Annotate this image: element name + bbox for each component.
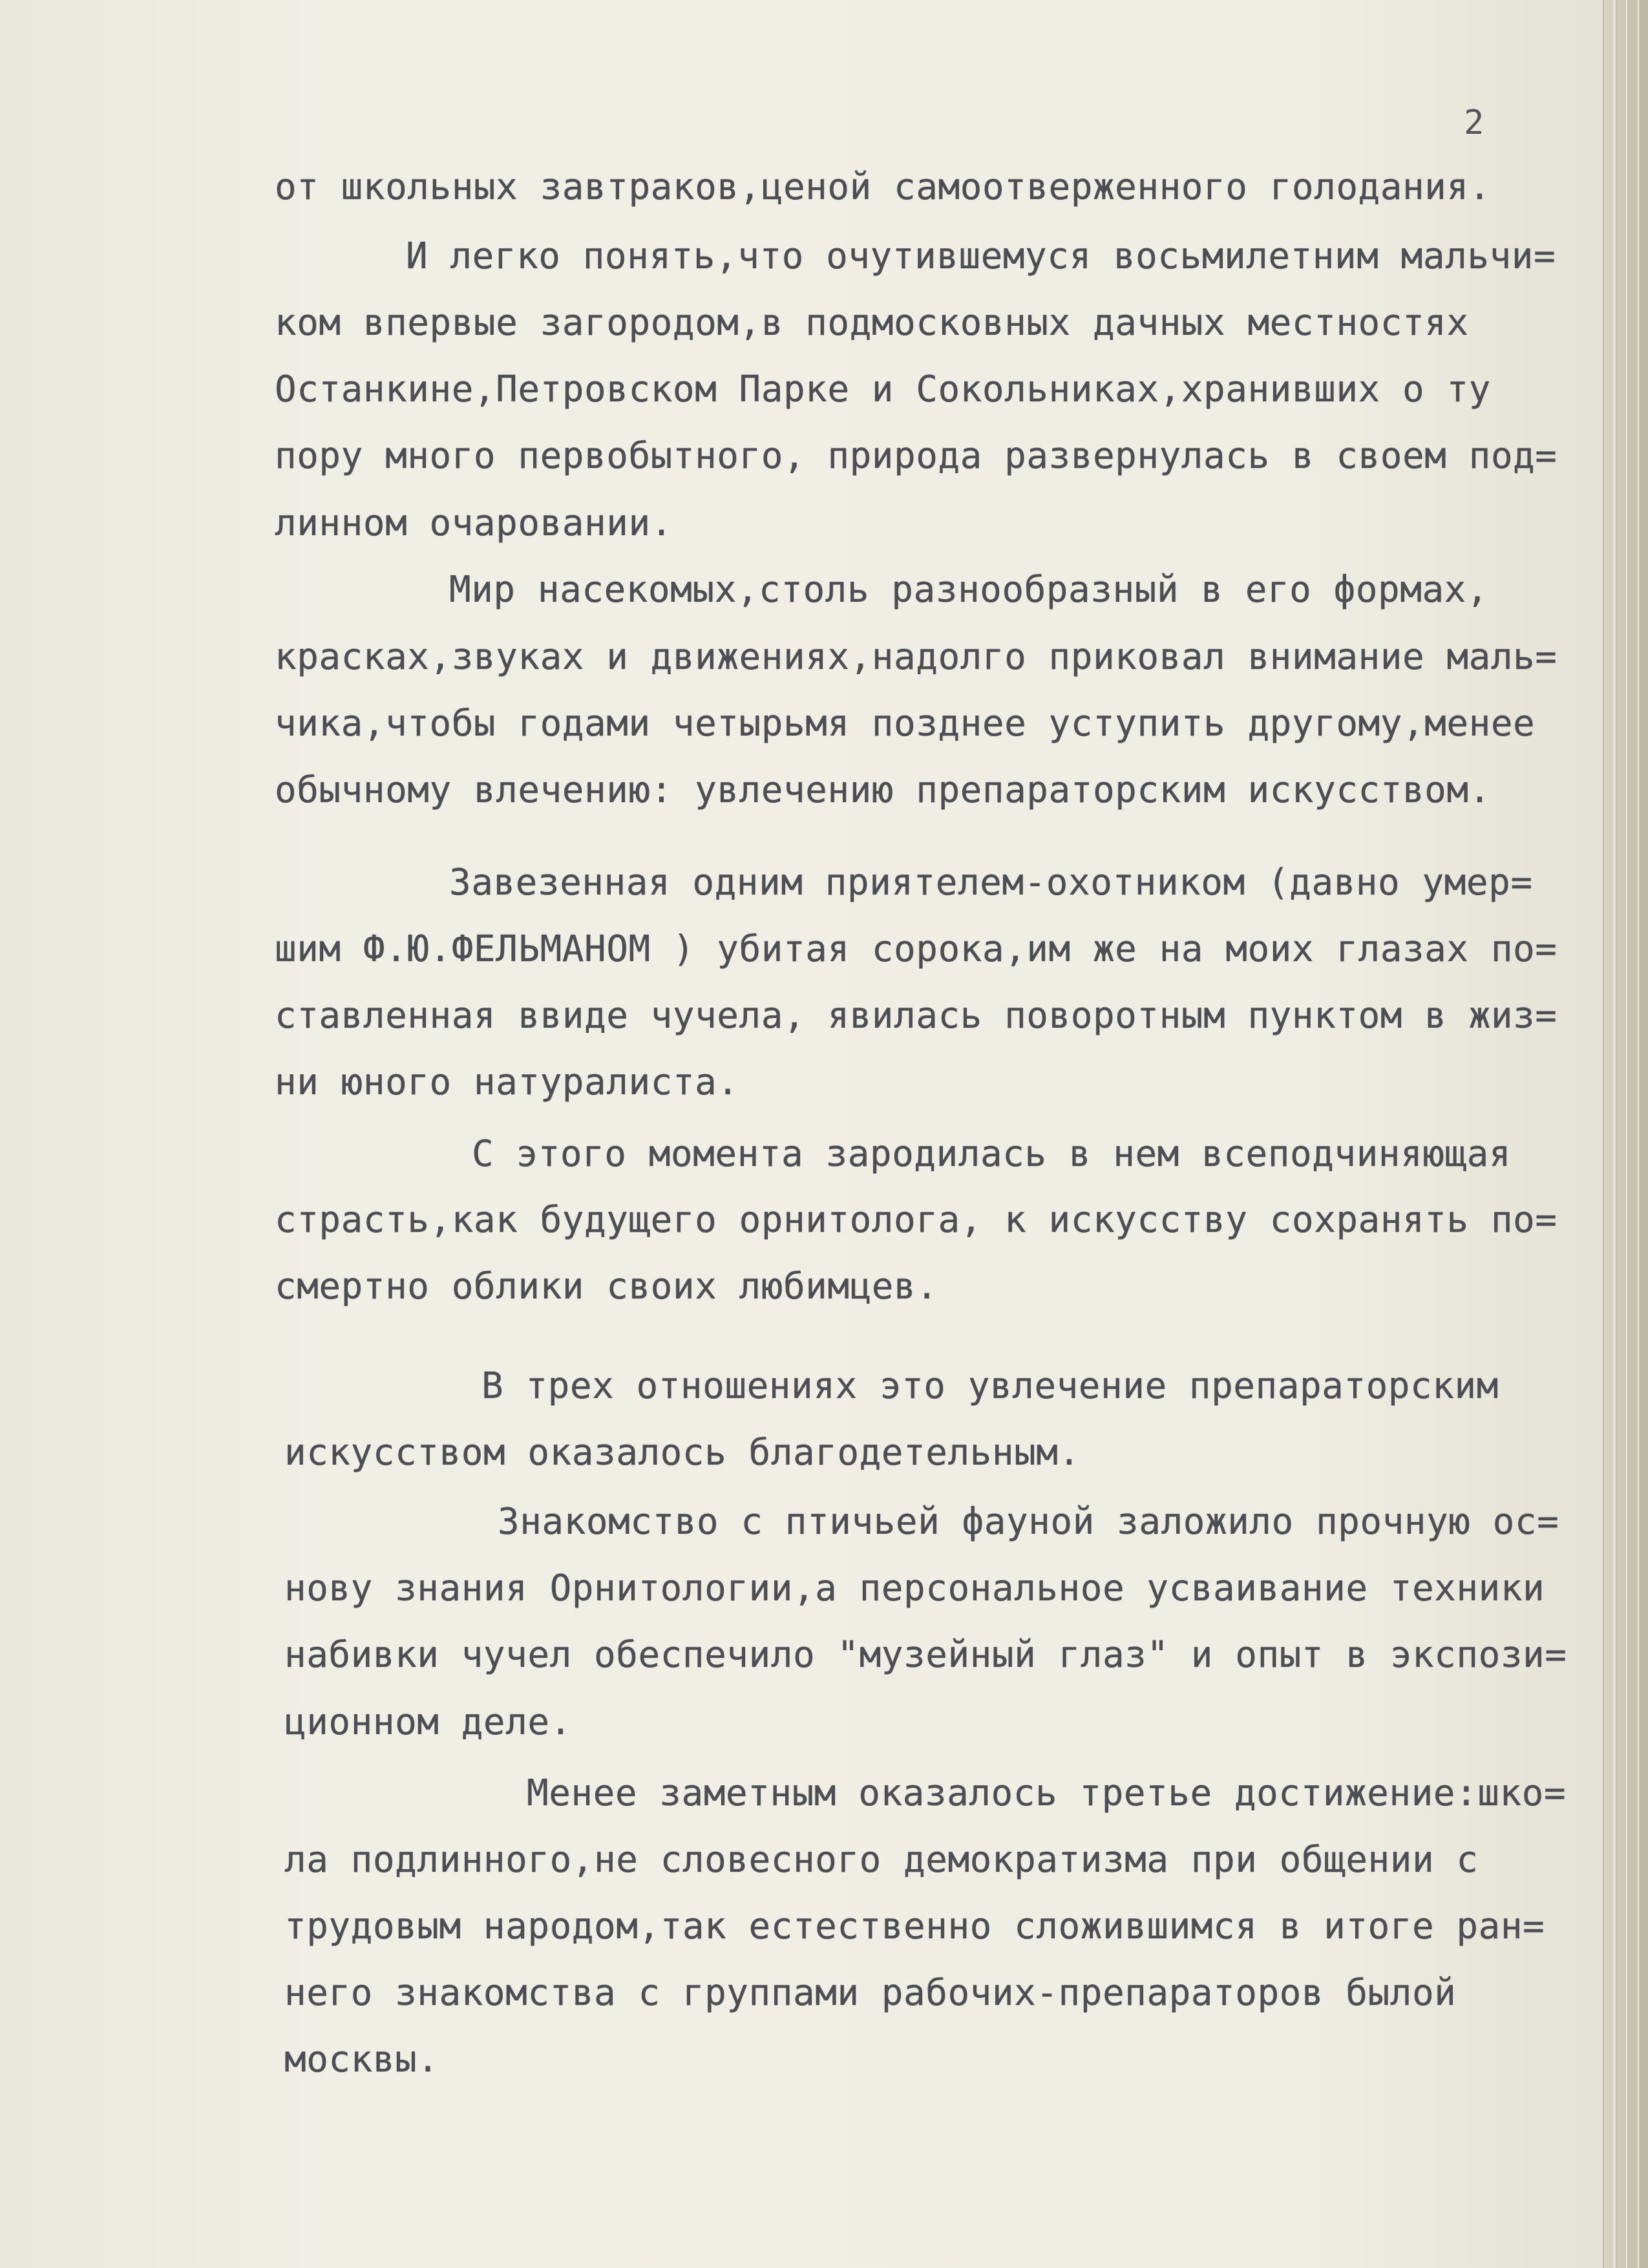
page-edge [1603,0,1613,2268]
text-line: Останкине,Петровском Парке и Сокольниках,хранивших о ту [275,368,1491,410]
text-line: трудовым народом,так естественно сложившимся в итоге ран= [284,1905,1545,1947]
text-line: ком впервые загородом,в подмосковных дачных местностях [275,302,1469,344]
text-line: чика,чтобы годами четырьмя позднее уступить другому,менее [275,703,1536,745]
text-line: него знакомства с группами рабочих-препараторов былой [284,1972,1457,2014]
text-line: ционном деле. [284,1701,572,1743]
text-line: искусством оказалось благодетельным. [284,1432,1081,1474]
text-line: Знакомство с птичьей фауной заложило прочную ос= [498,1501,1559,1543]
text-line: ни юного натуралиста. [275,1061,739,1103]
text-line: от школьных завтраков,ценой самоотверженного голодания. [275,166,1491,208]
text-line: С этого момента зародилась в нем всеподчиняющая [472,1133,1512,1175]
text-line: обычному влечению: увлечению препараторским искусством. [275,769,1491,811]
text-line: Завезенная одним приятелем-охотником (давно умер= [449,862,1533,904]
text-line: В трех отношениях это увлечение препараторским [481,1365,1499,1407]
text-line: ставленная ввиде чучела, явилась поворотным пунктом в жиз= [275,995,1558,1037]
text-line: пору много первобытного, природа развернулась в своем под= [275,435,1558,477]
text-line: нову знания Орнитологии,а персональное усваивание техники [284,1567,1545,1609]
text-line: И легко понять,что очутившемуся восьмилетним мальчи= [406,235,1556,277]
text-line: шим Ф.Ю.ФЕЛЬМАНОМ ) убитая сорока,им же на моих глазах по= [275,928,1558,970]
text-line: набивки чучел обеспечило "музейный глаз" и опыт в экспози= [284,1634,1567,1676]
text-line: красках,звуках и движениях,надолго приковал внимание маль= [275,636,1558,678]
text-line: линном очаровании. [275,502,673,544]
text-line: страсть,как будущего орнитолога, к искусству сохранять по= [275,1199,1558,1241]
text-line: москвы. [284,2039,439,2081]
text-line: Мир насекомых,столь разнообразный в его формах, [449,569,1489,611]
text-line: Менее заметным оказалось третье достижение:шко= [527,1772,1567,1814]
text-line: смертно облики своих любимцев. [275,1266,938,1308]
text-line: ла подлинного,не словесного демократизма при общении с [284,1839,1479,1881]
page-edge [1639,0,1648,2268]
page-edge [1616,0,1626,2268]
page-edge [1627,0,1638,2268]
page-number: 2 [1464,103,1484,142]
